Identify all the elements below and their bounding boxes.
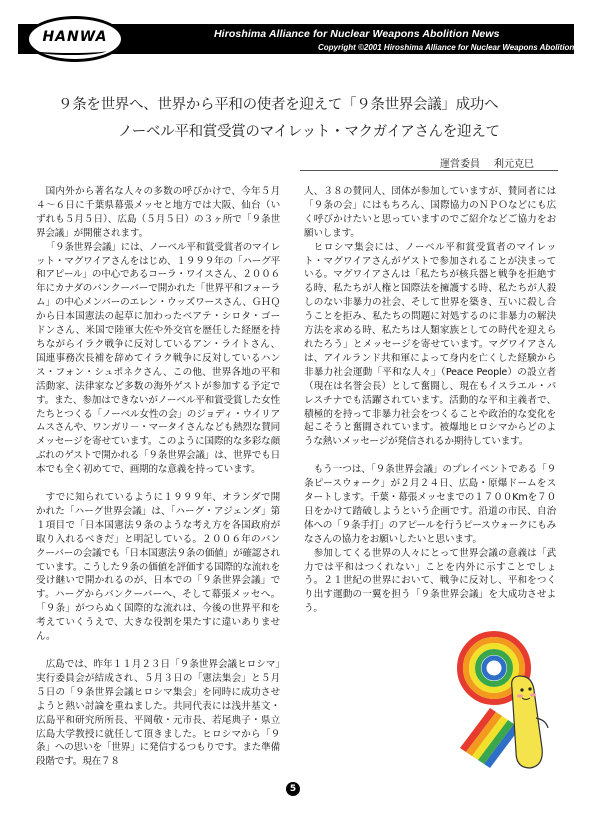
copyright-line: Copyright ©2001 Hiroshima Alliance for Nuclear Weapons Abolition <box>318 43 575 52</box>
author-role: 運営委員 <box>440 159 480 170</box>
author-name: 利元克巳 <box>494 159 534 170</box>
page-number: 5 <box>286 782 300 796</box>
paragraph: 国内外から著名な人々の多数の呼びかけで、今年５月４～６日に千葉県幕張メッセと地方では大阪、仙台（いずれも５月５日）、広島（５月５日）の３ヶ所で「９条世界会議」が開催されます。 <box>36 186 280 239</box>
article-title-line1: ９条を世界へ、世界から平和の使者を迎えて「９条世界会議」成功へ <box>58 97 499 113</box>
paragraph: 人、３８の賛同人、団体が参加していますが、賛同者には「９条の会」にはもちろん、国際協力のＮＰＯなどにも広く呼びかけたいと思っていますのでご紹介などご協力をお願いします。 <box>304 186 556 239</box>
paragraph: 参加してくる世界の人々にとって世界会議の意義は「武力では平和はつくれない」ことを内外に示すことでしょう。２１世紀の世界において、戦争に反対し、平和をつくり出す運動の一翼を担う「９条世界会議」を大成功させよう。 <box>304 547 556 615</box>
logo-text: HANWA <box>42 29 108 45</box>
byline-rule <box>300 170 558 171</box>
paragraph: 広島では、昨年１１月２３日「９条世界会議ヒロシマ」実行委員会が結成され、５月３日の「憲法集会」と５月５日の「９条世界会議ヒロシマ集会」を同時に成功させようと熱い討論を重ねました。共同代表には浅井基文・広島平和研究所所長、平岡敬・元市長、若尾典子・県立広島大学教授に就任して頂きました。ヒロシマから「９条」への思いを「世界」に発信するつもりです。また準備段階です。現在７８ <box>36 659 280 768</box>
article-9-mascot-illustration <box>450 628 560 778</box>
logo-swoosh <box>36 47 106 55</box>
paragraph: すでに知られているように１９９９年、オランダで開かれた「ハーグ世界会議」は、「ハーグ・アジェンダ」第１項目で「日本国憲法９条のような考え方を各国政府が取り入れるべきだ」と明記している。２００６年のバンクーバーの会議でも「日本国憲法９条の価値」が確認されています。こうした９条の価値を評価する国際的な流れを受け継いで開かれるのが、日本での「９条世界会議」です。ハーグからバンクーバーへ、そして幕張メッセへ。「９条」がつらぬく国際的な流れは、今後の世界平和を考えていくうえで、大きな役割を果たすに違いありません。 <box>36 492 280 643</box>
paragraph-gap <box>36 644 280 658</box>
paragraph: ヒロシマ集会には、ノーベル平和賞受賞者のマイレット・マグワイアさんがゲストで参加されることが決まっている。マグワイアさんは「私たちが核兵器と戦争を拒絶する時、私たちが人権と国際法を擁護する時、私たちが人殺しのない非暴力の社会、そして世界を築き、互いに殺し合うことを拒み、私たちの問題に対処するのに非暴力の解決方法を求める時、私たちは人類家族としての時代を迎えられたろう」とメッセージを寄せています。マグワイアさんは、アイルランド共和軍によって身内を亡くした経験から非暴力社会運動「平和な人々」（Peace People）の設立者（現在は名誉会長）として奮闘し、現在もイスラエル・パレスチナでも活躍されています。活動的な平和主義者で、積極的を持って非暴力社会をつくることや政治的な変化を起こそうと奮闘されています。被爆地ヒロシマからどのような熱いメッセージが発信されるか期待しています。 <box>304 241 556 448</box>
mascot-figure <box>512 676 548 768</box>
paragraph-gap <box>304 449 556 463</box>
newsletter-title: Hiroshima Alliance for Nuclear Weapons Abolition News <box>214 28 500 40</box>
article-title-line2: ノーベル平和賞受賞のマイレット・マクガイアさんを迎えて <box>118 124 500 140</box>
paragraph: もう一つは、「９条世界会議」のプレイベントである「９条ピースウォーク」が２月２４日、広島・原爆ドームをスタートします。千葉・幕張メッセまでの１７００Kmを７０日をかけて踏破しようという企画です。沿道の市民、自治体への「９条手打」のアピールを行うピースウォークにもみなさんの協力をお願いしたいと思います。 <box>304 464 556 545</box>
right-column <box>304 185 556 616</box>
rainbow-ribbon <box>460 708 520 768</box>
newsletter-header <box>18 16 574 62</box>
left-column <box>36 185 280 769</box>
paragraph-gap <box>36 477 280 491</box>
author-byline <box>440 155 548 170</box>
paragraph: 「９条世界会議」には、ノーベル平和賞受賞者のマイレット・マグワイアさんをはじめ、１９９９年の「ハーグ平和アピール」の中心であるコーラ・ワイスさん、２００６年にカナダのバンクーバーで開かれた「世界平和フォーラム」の中心メンバーのエレン・ウッズワースさん、ＧＨＱから日本国憲法の起草に加わったベアテ・シロタ・ゴードンさん、米国で陸軍大佐や外交官を歴任した経歴を持ちながらイラク戦争に反対しているアン・ライトさん、国連事務次長補を辞めてイラク戦争に反対しているハンス・フォン・シュポネクさん、この他、世界各地の平和活動家、法律家など多数の海外ゲストが参加する予定です。また、参加はできないがノーベル平和賞受賞した女性たちとつくる「ノーベル女性の会」のジョディ・ウイリアムスさんや、ワンガリ－・マータイさんなども熱烈な賛同メッセージを寄せています。このように国際的な多彩な顔ぶれのゲストで開かれる「９条世界会議」は、世界でも日本でも全く初めてで、画期的な意義を持っています。 <box>36 241 280 476</box>
